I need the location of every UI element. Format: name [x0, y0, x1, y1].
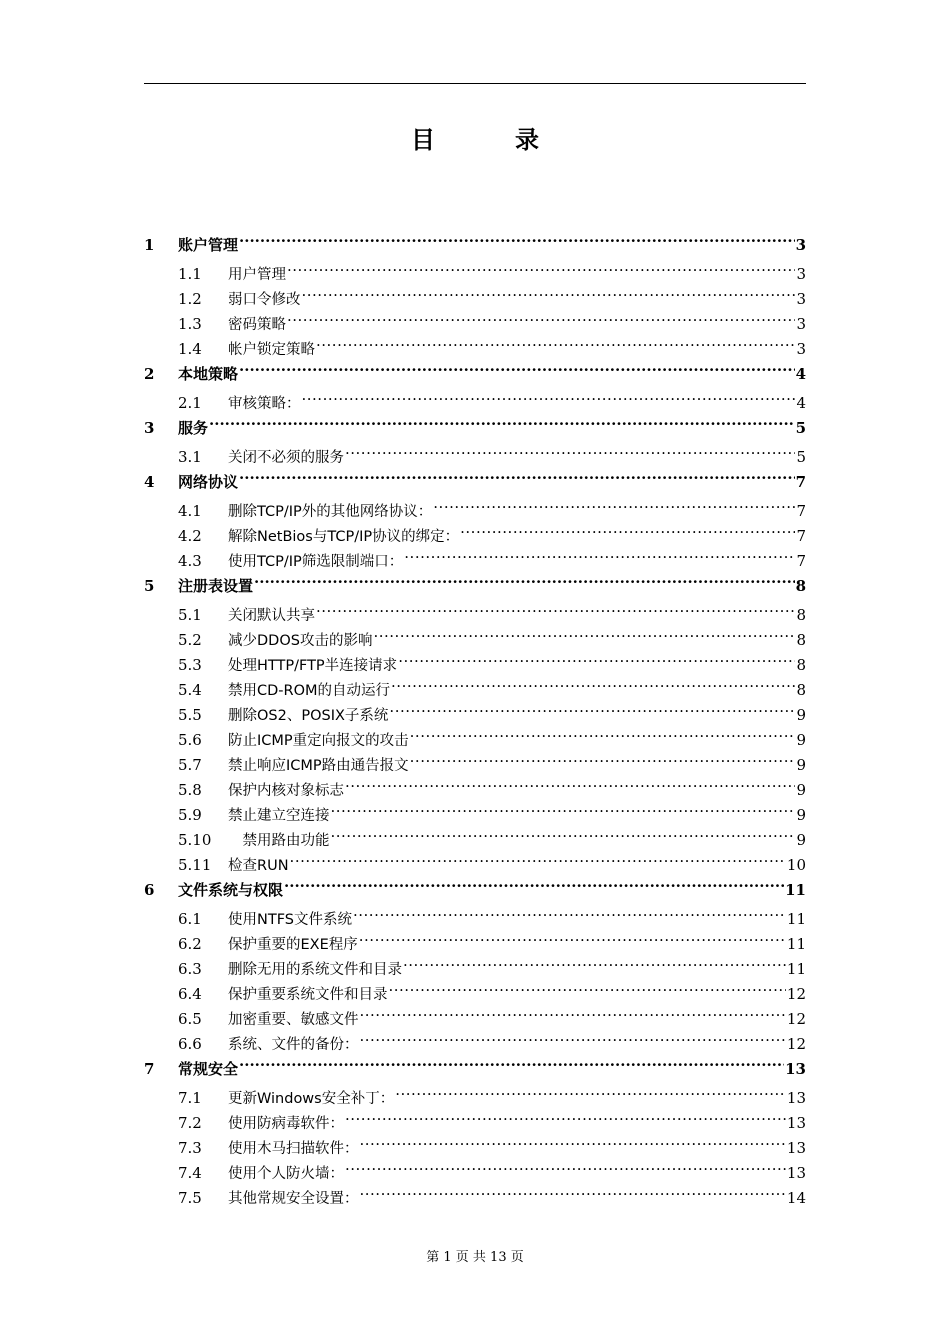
toc-entry-page: 11: [786, 910, 806, 928]
toc-entry-number: 7.1: [178, 1089, 202, 1107]
toc-entry-title: 减少DDOS攻击的影响: [228, 633, 373, 649]
toc-entry-page: 9: [796, 706, 806, 724]
toc-entry-number: 5.3: [178, 656, 202, 674]
toc-entry-number: 6.1: [178, 910, 202, 928]
toc-entry-page: 10: [786, 856, 806, 874]
toc-entry-title: 文件系统与权限: [178, 881, 284, 899]
toc-entry-title: 关闭默认共享: [228, 608, 315, 624]
toc-dot-leader: [209, 408, 795, 433]
toc-entry-page: 7: [796, 527, 806, 545]
toc-dot-leader: [331, 820, 796, 845]
toc-entry-number: 5: [144, 577, 155, 595]
toc-entry-page: 11: [785, 881, 806, 899]
toc-entry-title: 删除OS2、POSIX子系统: [228, 708, 389, 724]
toc-entry-title: 弱口令修改: [228, 292, 301, 308]
toc-chapter-entry[interactable]: [144, 1049, 806, 1078]
toc-entry-title: 使用防病毒软件：: [228, 1116, 344, 1132]
toc-dot-leader: [316, 595, 795, 620]
toc-dot-leader: [391, 670, 795, 695]
toc-entry-title: 加密重要、敏感文件: [228, 1012, 359, 1028]
toc-chapter-entry[interactable]: [144, 354, 806, 383]
toc-entry-page: 13: [786, 1089, 806, 1107]
toc-entry-number: 1.3: [178, 315, 202, 333]
toc-entry-title: 保护内核对象标志: [228, 783, 344, 799]
toc-dot-leader: [403, 949, 786, 974]
toc-dot-leader: [331, 795, 796, 820]
toc-entry-title: 用户管理: [228, 267, 286, 283]
toc-entry-page: 4: [796, 394, 806, 412]
toc-entry-title: 保护重要系统文件和目录: [228, 987, 388, 1003]
toc-dot-leader: [239, 462, 795, 487]
toc-entry-number: 5.9: [178, 806, 202, 824]
toc-entry-number: 1: [144, 236, 155, 254]
toc-entry-title: 注册表设置: [178, 577, 254, 595]
toc-entry-number: 4.1: [178, 502, 202, 520]
toc-entry-page: 14: [786, 1189, 806, 1207]
toc-entry-title: 审核策略：: [228, 396, 301, 412]
toc-entry-number: 6.4: [178, 985, 202, 1003]
toc-dot-leader: [353, 899, 786, 924]
toc-entry-title: 使用NTFS文件系统: [228, 912, 352, 928]
toc-dot-leader: [239, 354, 795, 379]
toc-entry-number: 7.2: [178, 1114, 202, 1132]
toc-entry-number: 3: [144, 419, 155, 437]
toc-entry-number: 3.1: [178, 448, 202, 466]
toc-entry-title: 使用个人防火墙：: [228, 1166, 344, 1182]
toc-entry-title: 禁用路由功能: [228, 833, 330, 849]
toc-entry-number: 5.11: [178, 856, 212, 874]
toc-dot-leader: [389, 695, 795, 720]
toc-entry-title: 服务: [178, 419, 209, 437]
toc-entry-number: 1.1: [178, 265, 202, 283]
toc-dot-leader: [290, 845, 786, 870]
toc-dot-leader: [389, 974, 786, 999]
toc-dot-leader: [302, 279, 796, 304]
toc-entry-number: 1.4: [178, 340, 202, 358]
toc-entry-number: 5.2: [178, 631, 202, 649]
page-footer: 第 1 页 共 13 页: [426, 1250, 524, 1265]
toc-dot-leader: [410, 745, 796, 770]
toc-entry-number: 7.3: [178, 1139, 202, 1157]
toc-entry-page: 7: [796, 502, 806, 520]
toc-entry-title: 处理HTTP/FTP半连接请求: [228, 658, 398, 674]
toc-entry-number: 5.8: [178, 781, 202, 799]
toc-entry-title: 防止ICMP重定向报文的攻击: [228, 733, 409, 749]
toc-entry-title: 删除TCP/IP外的其他网络协议：: [228, 504, 433, 520]
toc-entry-number: 2: [144, 365, 155, 383]
toc-entry-page: 3: [796, 290, 806, 308]
toc-entry-page: 7: [796, 552, 806, 570]
toc-entry-page: 3: [796, 265, 806, 283]
toc-entry-page: 3: [796, 315, 806, 333]
toc-entry-title: 保护重要的EXE程序: [228, 937, 358, 953]
toc-dot-leader: [360, 1128, 786, 1153]
toc-entry-number: 5.1: [178, 606, 202, 624]
toc-section-entry[interactable]: [144, 383, 806, 412]
toc-entry-page: 8: [796, 631, 806, 649]
toc-entry-page: 8: [796, 681, 806, 699]
toc-entry-number: 5.7: [178, 756, 202, 774]
toc-entry-title: 帐户锁定策略: [228, 342, 315, 358]
toc-entry-title: 其他常规安全设置：: [228, 1191, 359, 1207]
toc-section-entry[interactable]: [144, 1078, 806, 1107]
toc-entry-number: 4.2: [178, 527, 202, 545]
toc-dot-leader: [360, 999, 786, 1024]
toc-dot-leader: [302, 383, 796, 408]
toc-dot-leader: [359, 924, 786, 949]
toc-dot-leader: [360, 1178, 786, 1203]
toc-entry-page: 3: [795, 236, 806, 254]
toc-entry-title: 禁止响应ICMP路由通告报文: [228, 758, 409, 774]
toc-entry-number: 1.2: [178, 290, 202, 308]
toc-dot-leader: [373, 620, 795, 645]
toc-entry-title: 密码策略: [228, 317, 286, 333]
toc-entry-number: 4: [144, 473, 155, 491]
toc-entry-page: 3: [796, 340, 806, 358]
toc-entry-title: 系统、文件的备份：: [228, 1037, 359, 1053]
header-rule: [144, 83, 806, 84]
toc-dot-leader: [239, 225, 795, 250]
toc-entry-page: 11: [786, 960, 806, 978]
toc-dot-leader: [460, 516, 795, 541]
toc-entry-number: 7.4: [178, 1164, 202, 1182]
toc-entry-number: 7: [144, 1060, 155, 1078]
toc-entry-page: 13: [786, 1114, 806, 1132]
toc-dot-leader: [395, 1078, 786, 1103]
toc-section-entry[interactable]: [144, 254, 806, 283]
toc-entry-page: 12: [786, 1010, 806, 1028]
toc-chapter-entry[interactable]: [144, 462, 806, 491]
toc-entry-page: 9: [796, 731, 806, 749]
toc-entry-page: 9: [796, 781, 806, 799]
toc-entry-page: 5: [796, 448, 806, 466]
toc-section-entry[interactable]: [144, 491, 806, 520]
toc-entry-title: 本地策略: [178, 365, 239, 383]
toc-entry-number: 6.2: [178, 935, 202, 953]
toc-entry-page: 8: [796, 606, 806, 624]
toc-dot-leader: [239, 1049, 784, 1074]
toc-entry-number: 4.3: [178, 552, 202, 570]
toc-dot-leader: [284, 870, 784, 895]
toc-entry-title: 检查RUN: [228, 858, 289, 874]
toc-entry-number: 7.5: [178, 1189, 202, 1207]
toc-entry-page: 5: [795, 419, 806, 437]
toc-entry-title: 使用TCP/IP筛选限制端口：: [228, 554, 404, 570]
toc-entry-title: 关闭不必须的服务: [228, 450, 344, 466]
toc-entry-title: 使用木马扫描软件：: [228, 1141, 359, 1157]
toc-entry-number: 5.6: [178, 731, 202, 749]
toc-entry-title: 常规安全: [178, 1060, 239, 1078]
toc-dot-leader: [345, 1103, 786, 1128]
page-title: 目 录: [411, 126, 567, 154]
toc-dot-leader: [345, 1153, 786, 1178]
toc-dot-leader: [316, 329, 795, 354]
toc-dot-leader: [254, 566, 795, 591]
toc-dot-leader: [287, 304, 795, 329]
toc-entry-number: 6.3: [178, 960, 202, 978]
toc-dot-leader: [287, 254, 795, 279]
toc-entry-page: 9: [796, 806, 806, 824]
toc-entry-number: 2.1: [178, 394, 202, 412]
toc-entry-page: 13: [786, 1164, 806, 1182]
toc-entry-page: 9: [796, 756, 806, 774]
toc-dot-leader: [404, 541, 795, 566]
toc-chapter-entry[interactable]: [144, 408, 806, 437]
toc-entry-page: 11: [786, 935, 806, 953]
toc-entry-page: 8: [795, 577, 806, 595]
toc-dot-leader: [360, 1024, 786, 1049]
toc-entry-title: 禁用CD-ROM的自动运行: [228, 683, 391, 699]
toc-entry-number: 6.5: [178, 1010, 202, 1028]
toc-entry-number: 6: [144, 881, 155, 899]
toc-entry-title: 更新Windows安全补丁：: [228, 1091, 395, 1107]
toc-entry-title: 网络协议: [178, 473, 239, 491]
toc-section-entry[interactable]: [144, 437, 806, 466]
toc-entry-page: 12: [786, 1035, 806, 1053]
table-of-contents: [144, 225, 806, 1207]
toc-dot-leader: [398, 645, 795, 670]
toc-entry-number: 5.4: [178, 681, 202, 699]
toc-entry-page: 12: [786, 985, 806, 1003]
toc-entry-number: 5.10: [178, 831, 212, 849]
toc-entry-page: 9: [796, 831, 806, 849]
toc-dot-leader: [345, 437, 795, 462]
toc-entry-title: 解除NetBios与TCP/IP协议的绑定：: [228, 529, 460, 545]
toc-entry-title: 禁止建立空连接: [228, 808, 330, 824]
toc-dot-leader: [433, 491, 795, 516]
toc-entry-page: 13: [786, 1139, 806, 1157]
toc-entry-page: 4: [795, 365, 806, 383]
toc-dot-leader: [410, 720, 796, 745]
toc-entry-page: 7: [795, 473, 806, 491]
toc-entry-title: 删除无用的系统文件和目录: [228, 962, 402, 978]
toc-dot-leader: [345, 770, 795, 795]
toc-entry-page: 13: [785, 1060, 806, 1078]
toc-entry-number: 6.6: [178, 1035, 202, 1053]
toc-entry-title: 账户管理: [178, 236, 239, 254]
toc-entry-page: 8: [796, 656, 806, 674]
toc-chapter-entry[interactable]: [144, 225, 806, 254]
toc-entry-number: 5.5: [178, 706, 202, 724]
